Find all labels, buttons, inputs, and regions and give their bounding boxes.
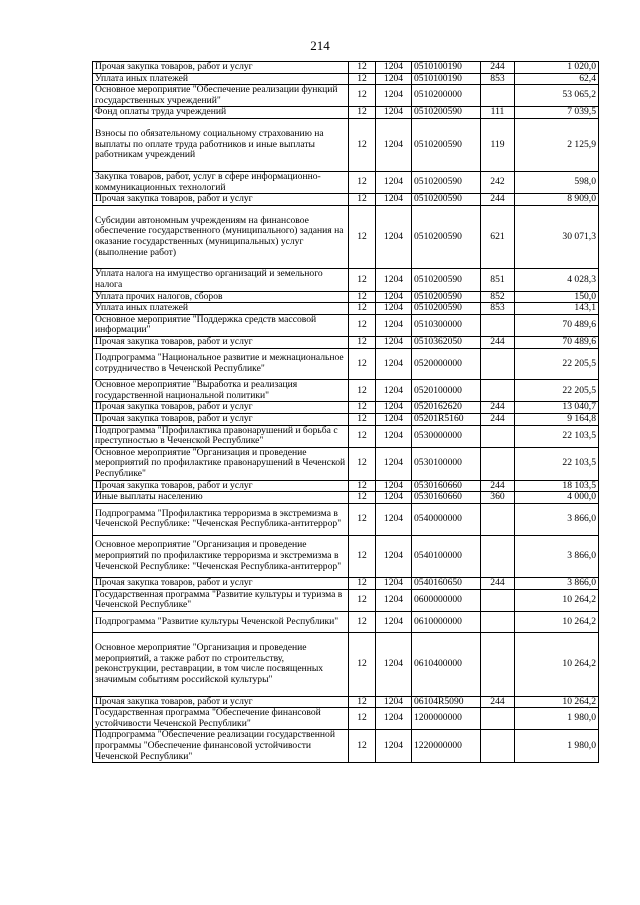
table-row (93, 578, 599, 590)
table-row (93, 205, 599, 269)
table-row (93, 107, 599, 119)
row-amount: 9 164,8 (515, 414, 599, 426)
row-name: Закупка товаров, работ, услуг в сфере информационно-коммуникационных технологий (93, 171, 349, 193)
row-target-code: 0510200590 (412, 303, 481, 315)
row-amount: 1 020,0 (515, 62, 599, 74)
row-expense-type: 244 (481, 194, 515, 206)
row-target-code: 05201R5160 (412, 414, 481, 426)
row-amount: 18 103,5 (515, 480, 599, 492)
row-expense-type: 853 (481, 73, 515, 85)
table-row (93, 492, 599, 504)
row-target-code: 0530000000 (412, 425, 481, 447)
row-subsection: 1204 (376, 336, 412, 348)
row-target-code: 1220000000 (412, 730, 481, 763)
row-expense-type: 244 (481, 402, 515, 414)
row-expense-type: 244 (481, 414, 515, 426)
row-expense-type (481, 348, 515, 380)
row-section: 12 (349, 414, 376, 426)
budget-table (92, 61, 599, 763)
row-name: Прочая закупка товаров, работ и услуг (93, 414, 349, 426)
row-section: 12 (349, 118, 376, 171)
row-expense-type: 244 (481, 62, 515, 74)
row-name: Прочая закупка товаров, работ и услуг (93, 696, 349, 708)
row-target-code: 0600000000 (412, 589, 481, 611)
row-name: Прочая закупка товаров, работ и услуг (93, 578, 349, 590)
row-subsection: 1204 (376, 535, 412, 577)
row-section: 12 (349, 402, 376, 414)
row-expense-type (481, 425, 515, 447)
row-expense-type (481, 380, 515, 402)
table-row (93, 589, 599, 611)
row-amount: 1 980,0 (515, 708, 599, 730)
row-name: Основное мероприятие "Организация и проведение мероприятий по профилактике правонарушений в Чеченской Республике" (93, 447, 349, 480)
table-row (93, 730, 599, 763)
row-expense-type (481, 730, 515, 763)
row-section: 12 (349, 503, 376, 535)
row-amount: 3 866,0 (515, 578, 599, 590)
row-target-code: 0510200590 (412, 269, 481, 291)
row-expense-type: 119 (481, 118, 515, 171)
row-amount: 10 264,2 (515, 589, 599, 611)
row-subsection: 1204 (376, 402, 412, 414)
row-amount: 4 028,3 (515, 269, 599, 291)
row-amount: 10 264,2 (515, 696, 599, 708)
row-section: 12 (349, 535, 376, 577)
row-amount: 150,0 (515, 291, 599, 303)
row-expense-type: 621 (481, 205, 515, 269)
row-amount: 3 866,0 (515, 535, 599, 577)
row-target-code: 0610400000 (412, 632, 481, 696)
row-section: 12 (349, 447, 376, 480)
table-row (93, 503, 599, 535)
row-subsection: 1204 (376, 380, 412, 402)
row-subsection: 1204 (376, 632, 412, 696)
row-expense-type (481, 503, 515, 535)
row-amount: 70 489,6 (515, 336, 599, 348)
row-expense-type (481, 535, 515, 577)
row-expense-type: 851 (481, 269, 515, 291)
row-target-code: 0510300000 (412, 314, 481, 336)
row-subsection: 1204 (376, 425, 412, 447)
row-expense-type: 244 (481, 696, 515, 708)
row-subsection: 1204 (376, 696, 412, 708)
row-section: 12 (349, 425, 376, 447)
row-name: Субсидии автономным учреждениям на финансовое обеспечение государственного (муниципального) задания на оказание государственных (муниципальных) услуг (выполнение работ) (93, 205, 349, 269)
row-subsection: 1204 (376, 118, 412, 171)
row-section: 12 (349, 291, 376, 303)
row-expense-type (481, 447, 515, 480)
row-target-code: 0510100190 (412, 62, 481, 74)
row-expense-type: 111 (481, 107, 515, 119)
row-name: Государственная программа "Развитие культуры и туризма в Чеченской Республике" (93, 589, 349, 611)
row-section: 12 (349, 708, 376, 730)
row-name: Уплата иных платежей (93, 73, 349, 85)
row-name: Основное мероприятие "Выработка и реализация государственной национальной политики" (93, 380, 349, 402)
row-target-code: 0510200590 (412, 291, 481, 303)
row-expense-type (481, 85, 515, 107)
row-subsection: 1204 (376, 194, 412, 206)
row-target-code: 0510200590 (412, 205, 481, 269)
row-amount: 10 264,2 (515, 611, 599, 632)
table-row (93, 85, 599, 107)
table-row (93, 348, 599, 380)
row-subsection: 1204 (376, 107, 412, 119)
row-subsection: 1204 (376, 730, 412, 763)
row-name: Основное мероприятие "Организация и проведение мероприятий, а также работ по строительству, реконструкции, реставрации, в том числе посвященных значимым событиям российской культуры" (93, 632, 349, 696)
row-amount: 30 071,3 (515, 205, 599, 269)
row-target-code: 06104R5090 (412, 696, 481, 708)
row-target-code: 0510200000 (412, 85, 481, 107)
row-name: Подпрограмма "Развитие культуры Чеченской Республики" (93, 611, 349, 632)
table-row (93, 314, 599, 336)
row-name: Уплата иных платежей (93, 303, 349, 315)
row-subsection: 1204 (376, 480, 412, 492)
row-section: 12 (349, 314, 376, 336)
table-row (93, 194, 599, 206)
row-expense-type (481, 589, 515, 611)
row-amount: 22 205,5 (515, 380, 599, 402)
row-section: 12 (349, 85, 376, 107)
table-row (93, 611, 599, 632)
row-target-code: 0520000000 (412, 348, 481, 380)
row-target-code: 0510100190 (412, 73, 481, 85)
row-expense-type: 244 (481, 480, 515, 492)
row-subsection: 1204 (376, 708, 412, 730)
table-row (93, 73, 599, 85)
row-name: Прочая закупка товаров, работ и услуг (93, 336, 349, 348)
row-target-code: 0520162620 (412, 402, 481, 414)
row-subsection: 1204 (376, 269, 412, 291)
row-subsection: 1204 (376, 414, 412, 426)
row-subsection: 1204 (376, 205, 412, 269)
row-expense-type: 242 (481, 171, 515, 193)
table-row (93, 118, 599, 171)
row-section: 12 (349, 348, 376, 380)
table-row (93, 171, 599, 193)
row-subsection: 1204 (376, 314, 412, 336)
row-name: Государственная программа "Обеспечение финансовой устойчивости Чеченской Республики" (93, 708, 349, 730)
row-amount: 2 125,9 (515, 118, 599, 171)
row-name: Подпрограмма "Обеспечение реализации государственной программы "Обеспечение финансовой устойчивости Чеченской Республики" (93, 730, 349, 763)
row-amount: 53 065,2 (515, 85, 599, 107)
row-target-code: 0510200590 (412, 194, 481, 206)
row-expense-type: 244 (481, 336, 515, 348)
row-subsection: 1204 (376, 85, 412, 107)
row-target-code: 0520100000 (412, 380, 481, 402)
row-target-code: 1200000000 (412, 708, 481, 730)
row-amount: 143,1 (515, 303, 599, 315)
row-amount: 10 264,2 (515, 632, 599, 696)
row-subsection: 1204 (376, 348, 412, 380)
row-expense-type: 360 (481, 492, 515, 504)
row-target-code: 0510200590 (412, 118, 481, 171)
table-row (93, 291, 599, 303)
row-amount: 13 040,7 (515, 402, 599, 414)
row-amount: 8 909,0 (515, 194, 599, 206)
row-target-code: 0540160650 (412, 578, 481, 590)
row-subsection: 1204 (376, 578, 412, 590)
row-subsection: 1204 (376, 492, 412, 504)
row-target-code: 0540100000 (412, 535, 481, 577)
row-name: Прочая закупка товаров, работ и услуг (93, 194, 349, 206)
row-subsection: 1204 (376, 447, 412, 480)
row-name: Основное мероприятие "Организация и проведение мероприятий по профилактике терроризма и экстремизма в Чеченской Республике: "Чеченская Республика-антитеррор" (93, 535, 349, 577)
budget-table-body (93, 62, 599, 763)
table-row (93, 425, 599, 447)
table-row (93, 480, 599, 492)
row-amount: 4 000,0 (515, 492, 599, 504)
row-name: Подпрограмма "Профилактика правонарушений и борьба с преступностью в Чеченской Республике" (93, 425, 349, 447)
row-name: Основное мероприятие "Обеспечение реализации функций государственных учреждений" (93, 85, 349, 107)
row-section: 12 (349, 303, 376, 315)
row-section: 12 (349, 269, 376, 291)
row-section: 12 (349, 73, 376, 85)
row-section: 12 (349, 336, 376, 348)
row-target-code: 0610000000 (412, 611, 481, 632)
table-row (93, 269, 599, 291)
row-target-code: 0510200590 (412, 171, 481, 193)
row-expense-type: 852 (481, 291, 515, 303)
row-amount: 1 980,0 (515, 730, 599, 763)
row-section: 12 (349, 696, 376, 708)
row-amount: 22 103,5 (515, 447, 599, 480)
row-section: 12 (349, 578, 376, 590)
row-expense-type (481, 708, 515, 730)
table-row (93, 62, 599, 74)
row-section: 12 (349, 589, 376, 611)
row-amount: 7 039,5 (515, 107, 599, 119)
row-expense-type (481, 632, 515, 696)
row-name: Фонд оплаты труда учреждений (93, 107, 349, 119)
row-target-code: 0540000000 (412, 503, 481, 535)
row-section: 12 (349, 611, 376, 632)
row-amount: 598,0 (515, 171, 599, 193)
table-row (93, 632, 599, 696)
table-row (93, 414, 599, 426)
row-name: Подпрограмма "Национальное развитие и межнациональное сотрудничество в Чеченской Республике" (93, 348, 349, 380)
row-expense-type: 853 (481, 303, 515, 315)
row-section: 12 (349, 730, 376, 763)
row-subsection: 1204 (376, 62, 412, 74)
row-section: 12 (349, 632, 376, 696)
row-subsection: 1204 (376, 611, 412, 632)
row-name: Подпрограмма "Профилактика терроризма в экстремизма в Чеченской Республике: "Чеченская Республика-антитеррор" (93, 503, 349, 535)
row-section: 12 (349, 480, 376, 492)
page-number: 214 (310, 38, 330, 53)
table-row (93, 303, 599, 315)
table-row (93, 447, 599, 480)
row-target-code: 0530160660 (412, 480, 481, 492)
row-target-code: 0510200590 (412, 107, 481, 119)
row-name: Прочая закупка товаров, работ и услуг (93, 402, 349, 414)
row-subsection: 1204 (376, 503, 412, 535)
table-row (93, 708, 599, 730)
row-name: Прочая закупка товаров, работ и услуг (93, 62, 349, 74)
row-subsection: 1204 (376, 73, 412, 85)
row-amount: 22 205,5 (515, 348, 599, 380)
row-section: 12 (349, 492, 376, 504)
row-amount: 62,4 (515, 73, 599, 85)
row-section: 12 (349, 205, 376, 269)
row-name: Иные выплаты населению (93, 492, 349, 504)
row-section: 12 (349, 62, 376, 74)
row-amount: 70 489,6 (515, 314, 599, 336)
row-amount: 3 866,0 (515, 503, 599, 535)
row-subsection: 1204 (376, 589, 412, 611)
row-amount: 22 103,5 (515, 425, 599, 447)
row-target-code: 0530160660 (412, 492, 481, 504)
row-section: 12 (349, 107, 376, 119)
row-subsection: 1204 (376, 303, 412, 315)
row-name: Прочая закупка товаров, работ и услуг (93, 480, 349, 492)
row-section: 12 (349, 380, 376, 402)
row-expense-type: 244 (481, 578, 515, 590)
row-expense-type (481, 314, 515, 336)
row-name: Взносы по обязательному социальному страхованию на выплаты по оплате труда работников и иные выплаты работникам учреждений (93, 118, 349, 171)
table-row (93, 696, 599, 708)
row-section: 12 (349, 171, 376, 193)
row-target-code: 0510362050 (412, 336, 481, 348)
row-name: Основное мероприятие "Поддержка средств массовой информации" (93, 314, 349, 336)
row-expense-type (481, 611, 515, 632)
row-name: Уплата прочих налогов, сборов (93, 291, 349, 303)
row-name: Уплата налога на имущество организаций и земельного налога (93, 269, 349, 291)
row-target-code: 0530100000 (412, 447, 481, 480)
table-row (93, 535, 599, 577)
row-section: 12 (349, 194, 376, 206)
table-row (93, 380, 599, 402)
row-subsection: 1204 (376, 291, 412, 303)
table-row (93, 336, 599, 348)
row-subsection: 1204 (376, 171, 412, 193)
table-row (93, 402, 599, 414)
